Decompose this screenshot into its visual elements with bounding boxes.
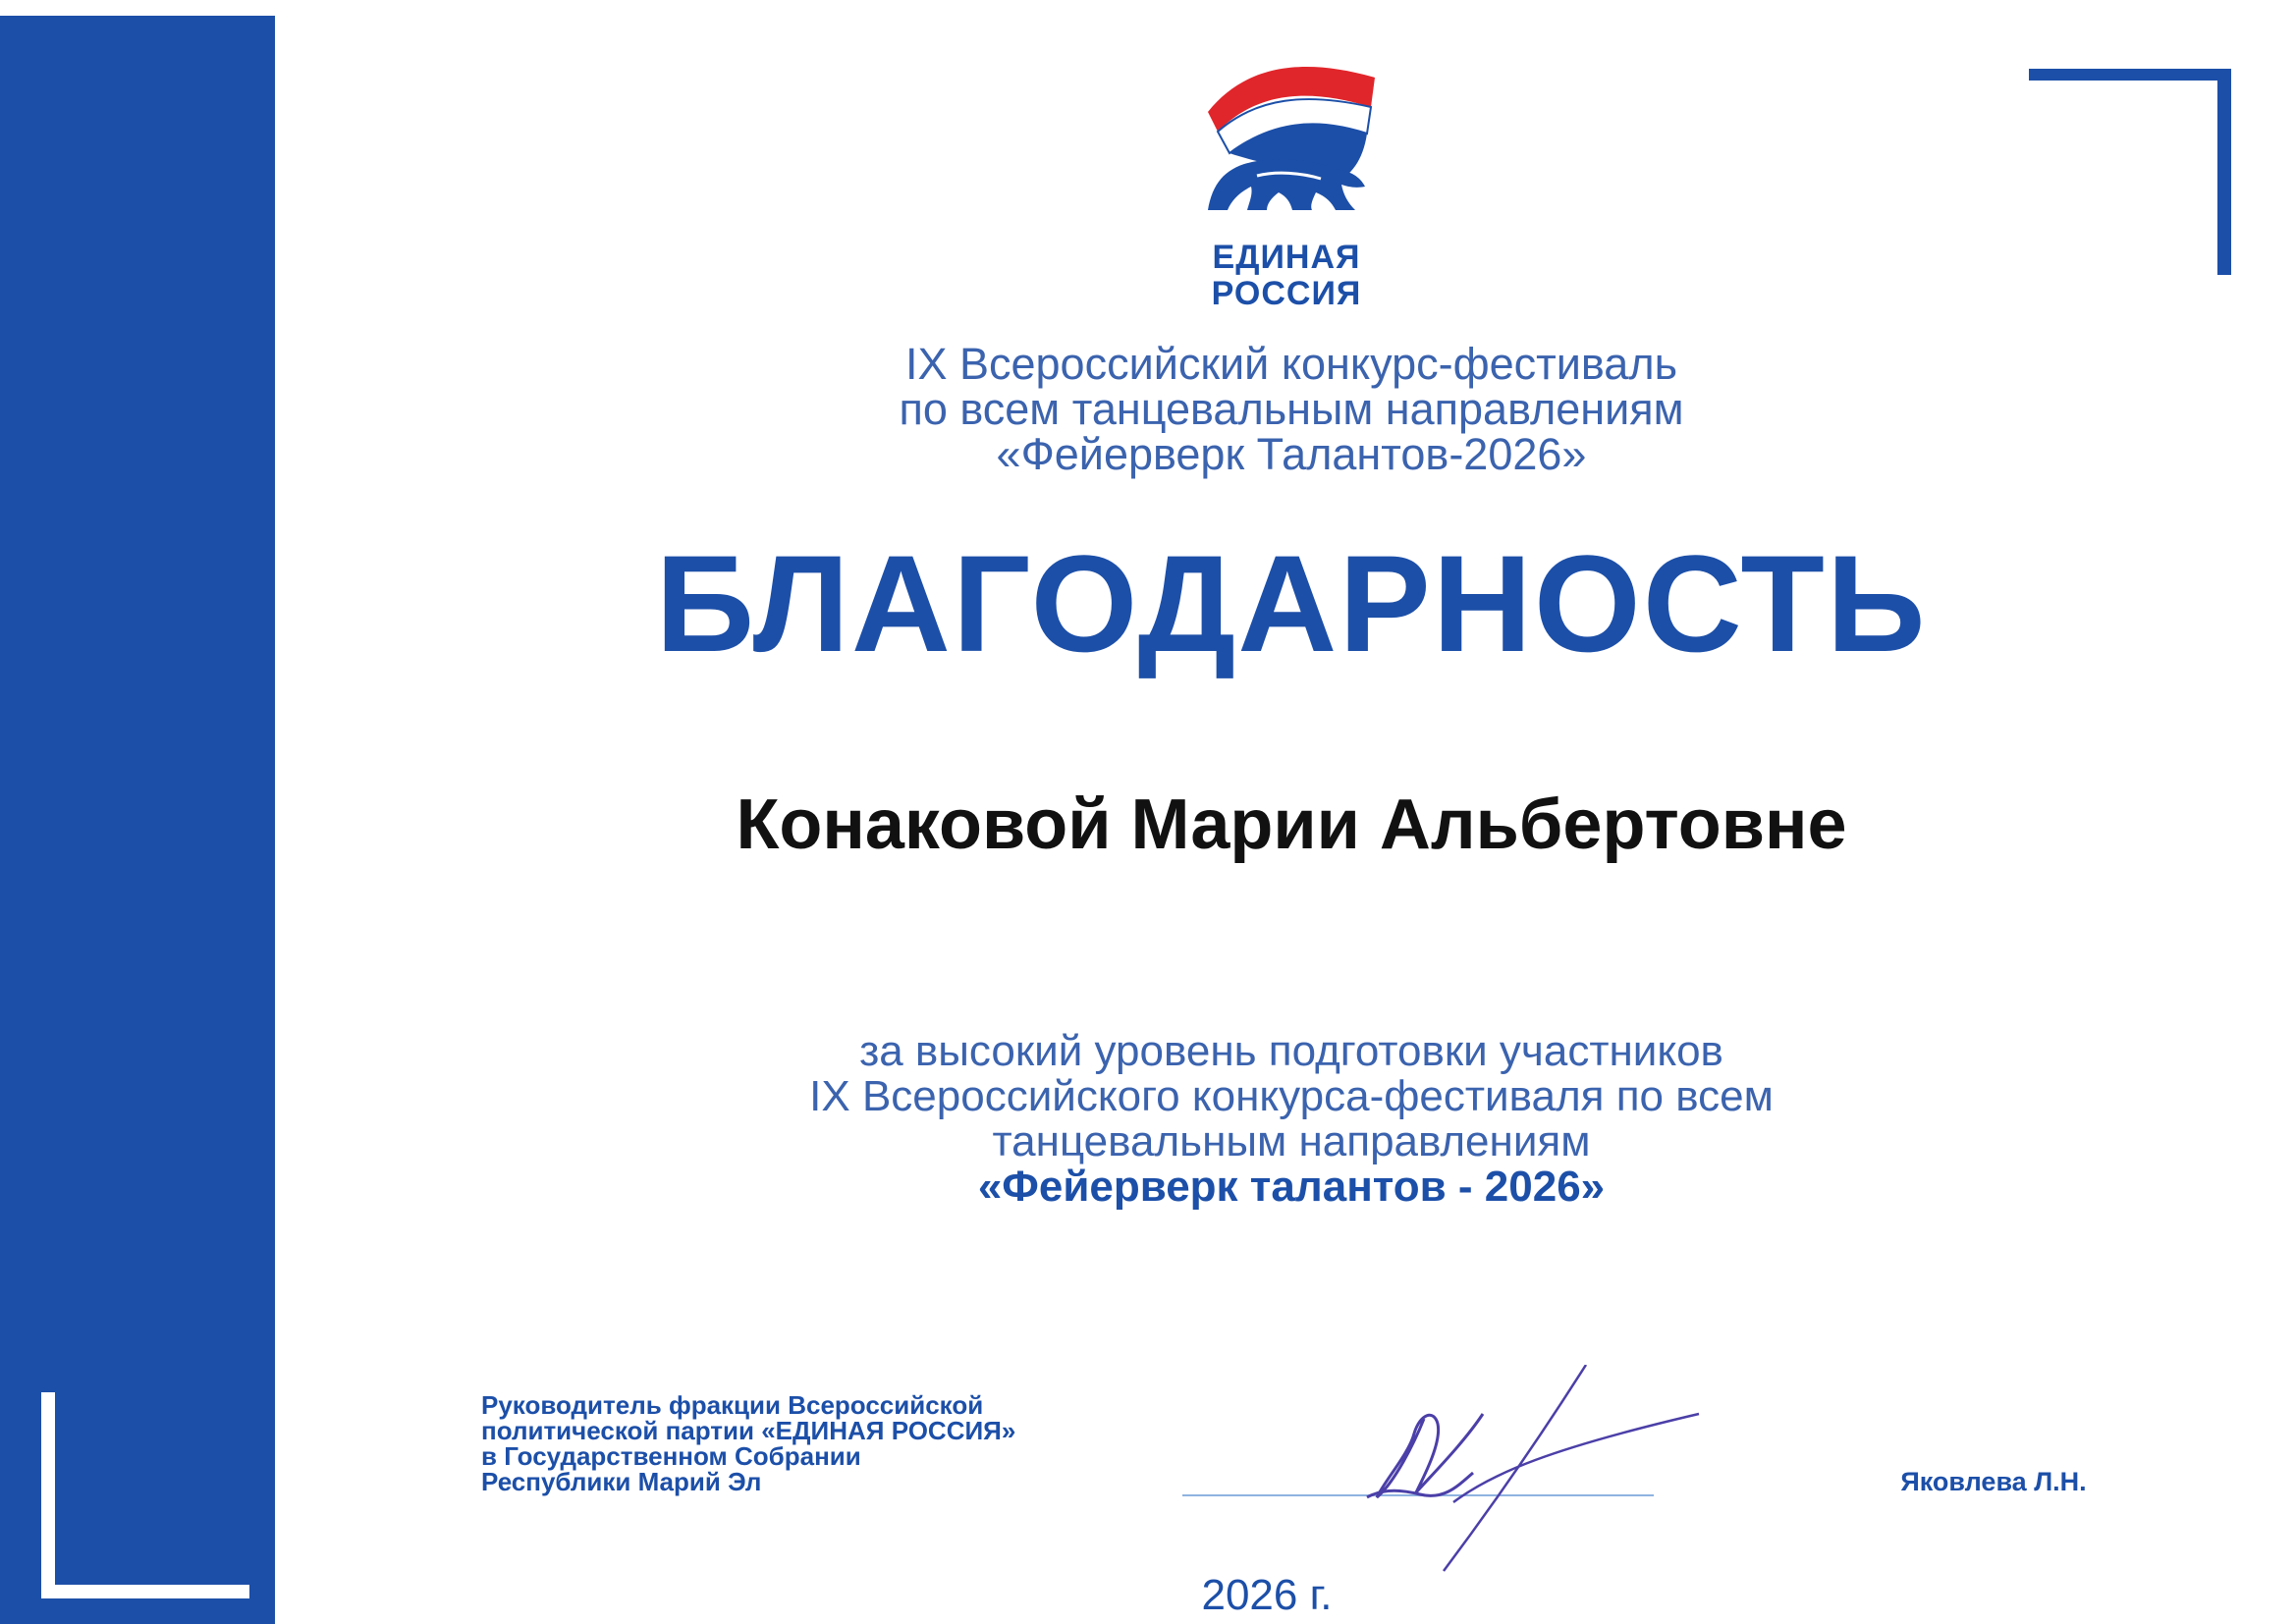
signer-position <box>481 1392 1169 1494</box>
award-reason-line-2: IX Всероссийского конкурса-фестиваля по всем <box>809 1072 1774 1120</box>
event-header-line-1: IX Всероссийский конкурс-фестиваль <box>904 339 1678 389</box>
logo-line-1: ЕДИНАЯ <box>1212 239 1361 276</box>
award-reason <box>589 1029 1994 1210</box>
award-reason-line-4: «Фейерверк талантов - 2026» <box>977 1163 1606 1211</box>
event-header <box>687 339 1895 479</box>
certificate-year: 2026 г. <box>1201 1571 1333 1619</box>
top-right-corner-frame <box>2029 69 2231 275</box>
signer-line-2: политической партии «ЕДИНАЯ РОССИЯ» <box>481 1416 1016 1445</box>
handwritten-signature <box>1355 1365 1709 1581</box>
event-header-line-2: по всем танцевальным направлениям <box>899 384 1684 434</box>
award-reason-line-1: за высокий уровень подготовки участников <box>859 1027 1723 1075</box>
award-reason-line-3: танцевальным направлениям <box>992 1117 1591 1165</box>
signer-line-1: Руководитель фракции Всероссийской <box>481 1390 984 1420</box>
signer-line-4: Республики Марий Эл <box>481 1467 762 1496</box>
event-header-line-3: «Фейерверк Талантов-2026» <box>996 429 1587 479</box>
logo-line-2: РОССИЯ <box>1211 275 1362 312</box>
signature-name: Яковлева Л.Н. <box>1900 1467 2087 1496</box>
party-logo-wordmark <box>1139 240 1434 312</box>
party-bear-logo-icon <box>1188 63 1385 210</box>
bottom-left-corner-frame <box>41 1392 249 1598</box>
left-blue-band <box>0 16 275 1624</box>
recipient-name: Конаковой Марии Альбертовне <box>736 785 1847 864</box>
signer-line-3: в Государственном Собрании <box>481 1441 861 1471</box>
certificate-title: БЛАГОДАРНОСТЬ <box>655 526 1928 680</box>
